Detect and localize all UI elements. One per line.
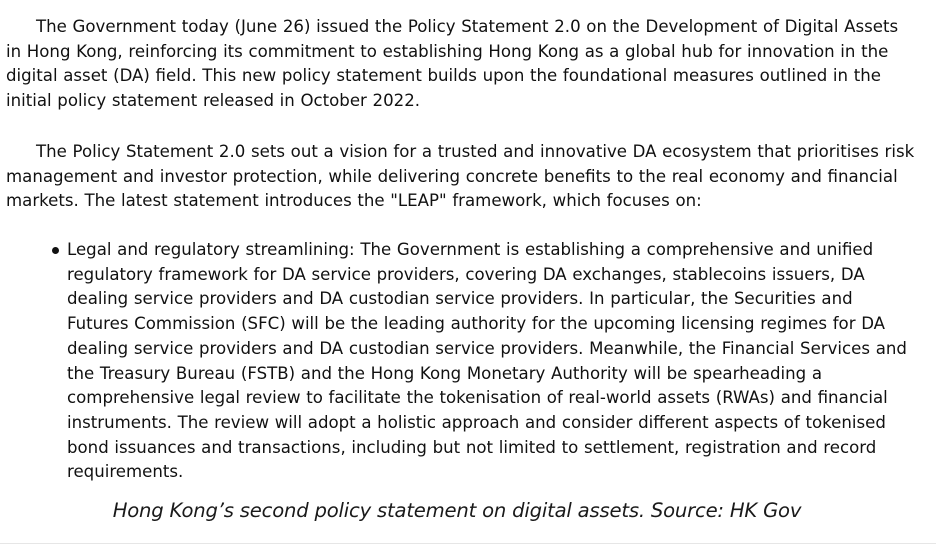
leap-framework-list [6,238,918,485]
list-item-text: Legal and regulatory streamlining: The Government is establishing a comprehensive and unified regulatory framework for DA service providers, covering DA exchanges, stablecoins issuers, DA dealing service providers and DA custodian service providers. In particular, the Securities and Futures Commission (SFC) will be the leading authority for the upcoming licensing regimes for DA dealing service providers and DA custodian service providers. Meanwhile, the Financial Services and the Treasury Bureau (FSTB) and the Hong Kong Monetary Authority will be spearheading a comprehensive legal review to facilitate the tokenisation of real-world assets (RWAs) and financial instruments. The review will adopt a holistic approach and consider different aspects of tokenised bond issuances and transactions, including but not limited to settlement, registration and record requirements. [67,240,907,482]
image-caption: Hong Kong’s second policy statement on digital assets. Source: HK Gov [112,499,802,522]
list-item [6,238,918,485]
bullet-icon [52,247,59,254]
article-paragraph-vision: The Policy Statement 2.0 sets out a vision for a trusted and innovative DA ecosystem that prioritises risk management and investor protection, while delivering concrete benefits to the real economy and financial markets. The latest statement introduces the "LEAP" framework, which focuses on: [6,142,915,211]
article-paragraph-intro: The Government today (June 26) issued the Policy Statement 2.0 on the Development of Digital Assets in Hong Kong, reinforcing its commitment to establishing Hong Kong as a global hub for innovation in the digital asset (DA) field. This new policy statement builds upon the foundational measures outlined in the initial policy statement released in October 2022. [6,17,899,111]
divider [0,543,936,544]
